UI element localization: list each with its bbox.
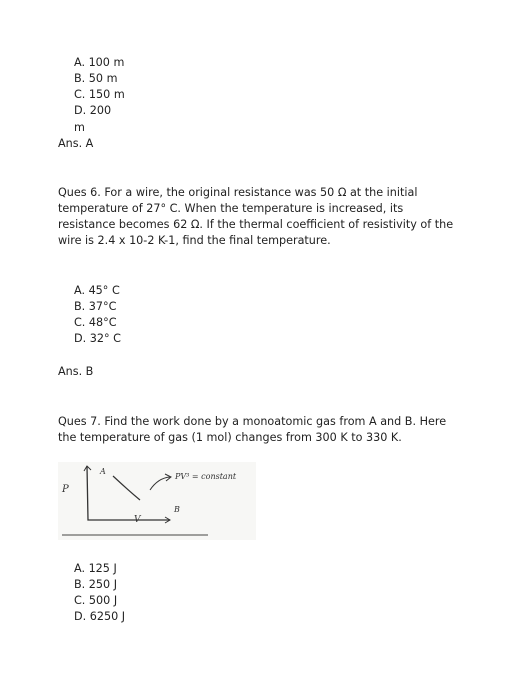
- q7-option-d: D. 6250 J: [74, 610, 126, 623]
- q6-answer: Ans. B: [58, 365, 94, 378]
- q7-question-line-1: Ques 7. Find the work done by a monoatomic gas from A and B. Here: [58, 415, 447, 428]
- q7-option-c: C. 500 J: [74, 594, 118, 607]
- q7-option-a: A. 125 J: [74, 562, 117, 575]
- q5-option-d-unit: m: [74, 121, 85, 134]
- q6-option-c: C. 48°C: [74, 316, 117, 329]
- q5-option-c: C. 150 m: [74, 88, 125, 101]
- annotation-arrow-curve: [150, 477, 170, 490]
- y-axis-label: P: [62, 484, 69, 495]
- q6-option-d: D. 32° C: [74, 332, 121, 345]
- q6-question: [58, 185, 488, 249]
- q5-option-b: B. 50 m: [74, 72, 118, 85]
- pv-diagram-svg: [58, 462, 256, 540]
- q6-question-line-1: Ques 6. For a wire, the original resistance was 50 Ω at the initial: [58, 186, 418, 199]
- q5-option-a: A. 100 m: [74, 56, 125, 69]
- annotation-label: PV³ = constant: [175, 472, 237, 481]
- q6-option-a: A. 45° C: [74, 284, 120, 297]
- point-a-label: A: [100, 467, 106, 476]
- process-curve: [113, 476, 140, 500]
- q6-question-line-2: temperature of 27° C. When the temperature is increased, its: [58, 202, 404, 215]
- q6-question-line-4: wire is 2.4 x 10-2 K-1, find the final temperature.: [58, 234, 331, 247]
- q5-answer: Ans. A: [58, 137, 94, 150]
- pv-diagram-figure: [58, 462, 256, 540]
- point-b-label: B: [174, 505, 180, 514]
- x-axis-label: V: [134, 515, 141, 525]
- q7-question-line-2: the temperature of gas (1 mol) changes from 300 K to 330 K.: [58, 431, 402, 444]
- q6-option-b: B. 37°C: [74, 300, 117, 313]
- q6-question-line-3: resistance becomes 62 Ω. If the thermal coefficient of resistivity of the: [58, 218, 454, 231]
- q7-question: [58, 414, 488, 446]
- q7-option-b: B. 250 J: [74, 578, 117, 591]
- q5-option-d: D. 200: [74, 104, 112, 117]
